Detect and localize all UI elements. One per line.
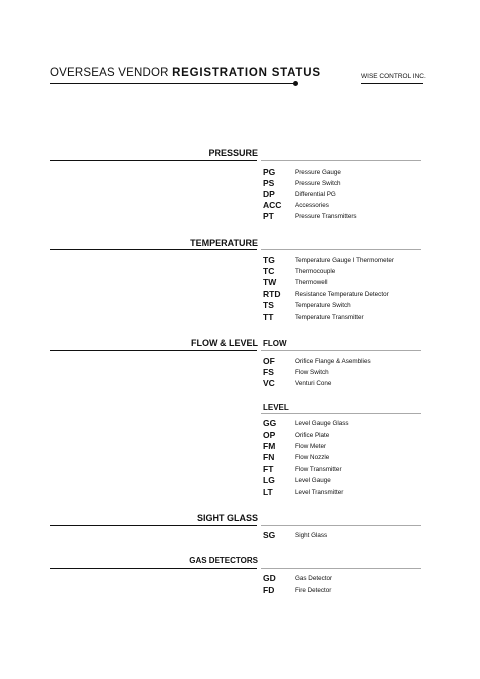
item-code: TG [263, 255, 275, 265]
section-title-pressure: PRESSURE [208, 148, 258, 158]
section-title-sight-glass: SIGHT GLASS [196, 513, 258, 523]
item-code: SG [263, 530, 276, 540]
item-code: PG [263, 167, 276, 177]
item-desc: Venturi Cone [295, 380, 332, 387]
section-title-flow-level: FLOW & LEVEL [191, 338, 258, 348]
item-code: DP [263, 189, 275, 199]
item-code: TW [263, 277, 277, 287]
item-desc: Flow Meter [295, 443, 327, 450]
item-desc: Differential PG [295, 191, 336, 198]
item-desc: Thermowell [295, 279, 328, 286]
item-desc: Level Transmitter [295, 489, 344, 496]
item-code: LG [263, 475, 275, 485]
title-plain: OVERSEAS VENDOR [50, 67, 173, 79]
item-code: FS [263, 367, 274, 377]
item-desc: Flow Switch [295, 369, 329, 376]
section-rule-right [261, 568, 421, 569]
section-rule-right [261, 525, 421, 526]
section-title-temperature: TEMPERATURE [190, 238, 258, 248]
item-code: FN [263, 452, 275, 462]
section-rule-left [50, 350, 257, 351]
title-underline [50, 83, 295, 84]
item-desc: Pressure Switch [295, 180, 341, 187]
title-dot [293, 81, 298, 86]
section-rule-left [50, 525, 257, 526]
item-desc: Gas Detector [295, 575, 333, 582]
item-code: PS [263, 178, 275, 188]
title-bold: REGISTRATION STATUS [172, 67, 321, 79]
item-code: GD [263, 573, 276, 583]
item-desc: Accessories [295, 202, 329, 209]
section-rule-right [261, 160, 421, 161]
subsection-rule [261, 413, 421, 414]
item-desc: Temperature Gauge I Thermometer [295, 257, 394, 264]
item-desc: Pressure Gauge [295, 169, 341, 176]
item-desc: Orifice Plate [295, 432, 330, 439]
section-rule-right [261, 350, 421, 351]
section-rule-left [50, 568, 257, 569]
company-name: WISE CONTROL INC. [361, 73, 426, 80]
item-code: LT [263, 487, 273, 497]
item-desc: Sight Glass [295, 532, 328, 539]
section-title-gas-detectors: GAS DETECTORS [189, 556, 258, 565]
item-desc: Temperature Transmitter [295, 314, 364, 321]
item-code: FT [263, 464, 274, 474]
item-desc: Level Gauge Glass [295, 420, 349, 427]
item-desc: Thermocouple [295, 268, 336, 275]
item-desc: Flow Transmitter [295, 466, 342, 473]
company-underline [361, 83, 423, 84]
subsection-title-level: LEVEL [263, 403, 289, 412]
item-code: FM [263, 441, 276, 451]
section-rule-left [50, 160, 257, 161]
item-desc: Fire Detector [295, 587, 332, 594]
item-code: PT [263, 211, 274, 221]
item-code: OF [263, 356, 275, 366]
item-desc: Resistance Temperature Detector [295, 291, 389, 298]
item-code: RTD [263, 289, 281, 299]
item-desc: Flow Nozzle [295, 454, 330, 461]
item-code: TC [263, 266, 275, 276]
item-code: GG [263, 418, 277, 428]
document-title [50, 67, 321, 79]
item-code: ACC [263, 200, 282, 210]
item-desc: Temperature Switch [295, 302, 351, 309]
item-desc: Level Gauge [295, 477, 331, 484]
item-desc: Orifice Flange & Asemblies [295, 358, 371, 365]
item-code: FD [263, 585, 275, 595]
item-code: TT [263, 312, 274, 322]
item-code: VC [263, 378, 275, 388]
item-desc: Pressure Transmitters [295, 213, 357, 220]
item-code: TS [263, 300, 274, 310]
subsection-title-flow: FLOW [263, 339, 287, 348]
section-rule-left [50, 249, 257, 250]
section-rule-right [261, 249, 421, 250]
item-code: OP [263, 430, 276, 440]
